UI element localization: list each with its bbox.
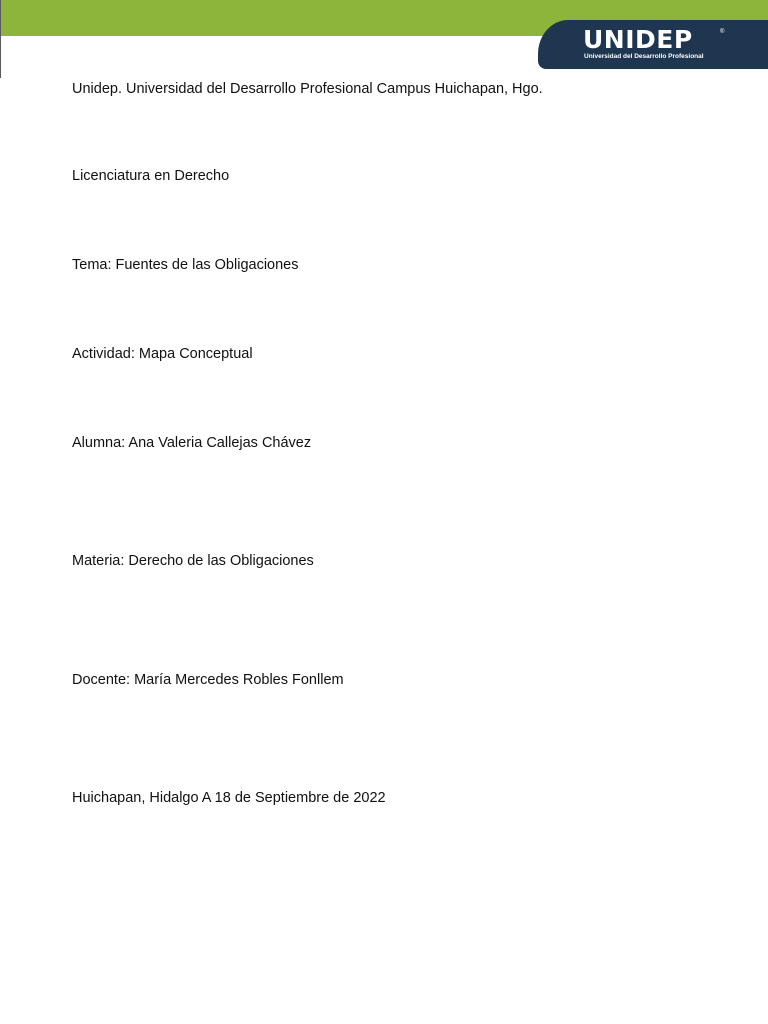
student-line: Alumna: Ana Valeria Callejas Chávez bbox=[72, 435, 312, 451]
logo-registered-mark: ® bbox=[720, 29, 725, 35]
place-date-line: Huichapan, Hidalgo A 18 de Septiembre de 2022 bbox=[72, 790, 386, 806]
degree-line: Licenciatura en Derecho bbox=[72, 168, 230, 184]
subject-line: Materia: Derecho de las Obligaciones bbox=[72, 553, 314, 569]
logo-wordmark: UNIDEP bbox=[583, 25, 693, 54]
teacher-line: Docente: María Mercedes Robles Fonllem bbox=[72, 672, 344, 688]
activity-line: Actividad: Mapa Conceptual bbox=[72, 346, 253, 362]
institution-line: Unidep. Universidad del Desarrollo Profesional Campus Huichapan, Hgo. bbox=[72, 81, 543, 97]
topic-line: Tema: Fuentes de las Obligaciones bbox=[72, 257, 299, 273]
unidep-logo bbox=[538, 20, 768, 69]
left-margin-rule bbox=[0, 0, 1, 78]
logo-subtitle: Universidad del Desarrollo Profesional bbox=[584, 53, 704, 60]
